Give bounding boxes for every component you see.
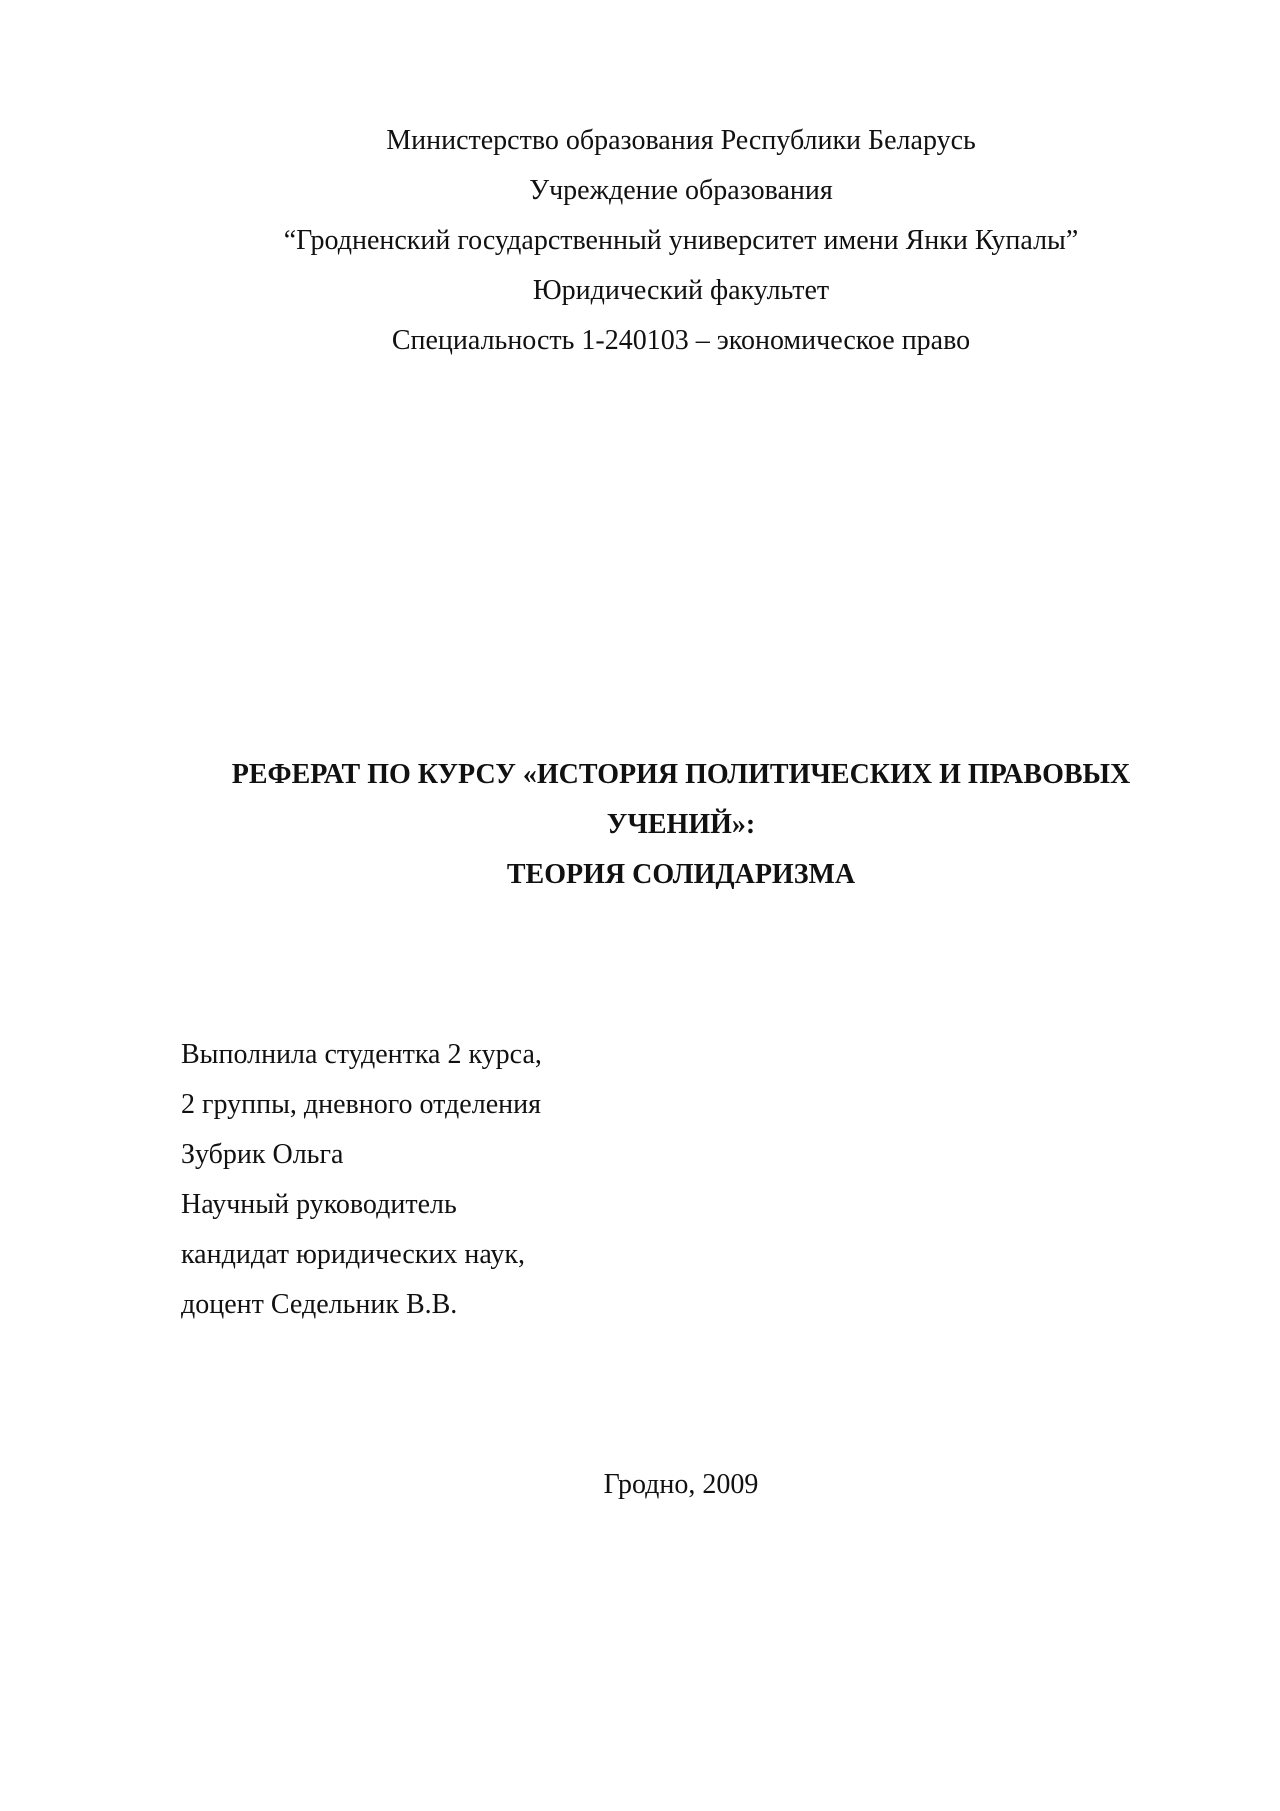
specialty-line: Специальность 1-240103 – экономическое право xyxy=(391,325,971,356)
place-year xyxy=(0,1460,1280,1510)
institution-header xyxy=(0,116,1280,366)
place-year-line: Гродно, 2009 xyxy=(603,1469,759,1500)
ministry-line: Министерство образования Республики Беларусь xyxy=(386,125,976,156)
faculty-line: Юридический факультет xyxy=(532,275,830,306)
author-info xyxy=(181,1030,542,1330)
title-line-1: РЕФЕРАТ ПО КУРСУ «ИСТОРИЯ ПОЛИТИЧЕСКИХ И ПРАВОВЫХ xyxy=(231,759,1131,790)
title-line-2: УЧЕНИЙ»: xyxy=(606,809,756,840)
institution-type-line: Учреждение образования xyxy=(529,175,833,206)
supervisor-name: доцент Седельник В.В. xyxy=(181,1289,458,1320)
title-line-3: ТЕОРИЯ СОЛИДАРИЗМА xyxy=(506,859,856,890)
author-line-2: 2 группы, дневного отделения xyxy=(181,1089,541,1120)
author-name: Зубрик Ольга xyxy=(181,1139,344,1170)
supervisor-label: Научный руководитель xyxy=(181,1189,457,1220)
author-line-1: Выполнила студентка 2 курса, xyxy=(181,1039,542,1070)
document-title xyxy=(0,750,1280,900)
supervisor-degree: кандидат юридических наук, xyxy=(181,1239,525,1270)
university-line: “Гродненский государственный университет имени Янки Купалы” xyxy=(283,225,1079,256)
